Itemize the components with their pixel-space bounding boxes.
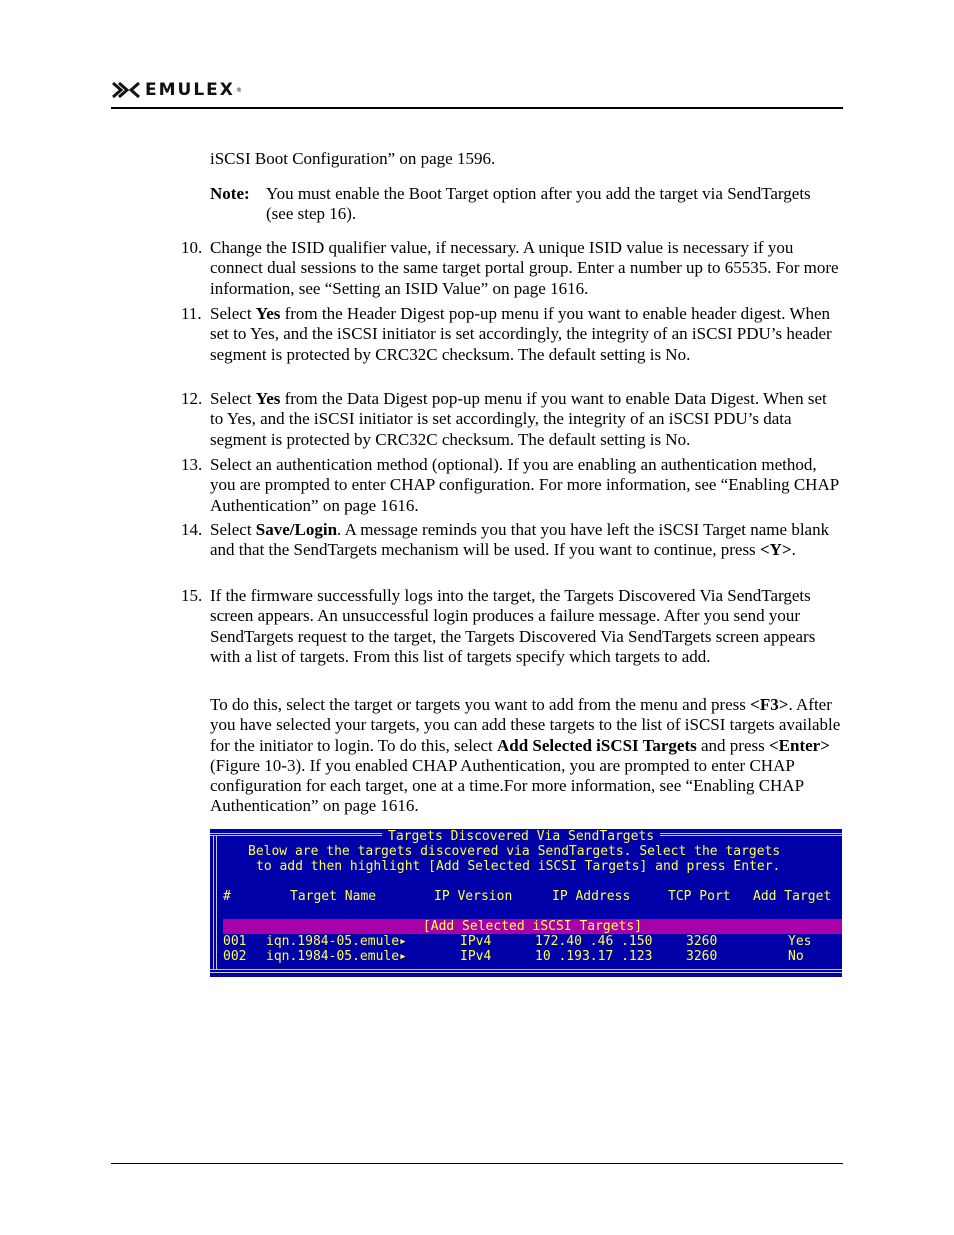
step-number: 11. xyxy=(181,304,202,323)
note-text: You must enable the Boot Target option after you add the target via SendTargets (see step 16). xyxy=(266,184,811,224)
step-text: Select Yes from the Header Digest pop-up menu if you want to enable header digest. When set to Yes, and the iSCSI initiator is set accordingly, the integrity of an iSCSI PDU’s header segment is protected by CRC32C checksum. The default setting is No. xyxy=(210,304,832,364)
step-number: 14. xyxy=(181,520,203,539)
targets-discovered-screen xyxy=(210,829,842,977)
col-target-name: Target Name xyxy=(290,889,377,904)
instruction-line-1: Below are the targets discovered via SendTargets. Select the targets xyxy=(248,844,781,859)
page-header xyxy=(111,80,242,100)
add-selected-targets-button[interactable]: [Add Selected iSCSI Targets] xyxy=(223,919,842,934)
step-10 xyxy=(181,238,842,299)
step-number: 13. xyxy=(181,455,203,474)
screen-title: Targets Discovered Via SendTargets xyxy=(382,829,660,844)
step-12 xyxy=(181,389,842,450)
step-number: 15. xyxy=(181,586,203,605)
column-headers xyxy=(210,889,842,904)
step-text: Select Save/Login. A message reminds you that you have left the iSCSI Target name blank and that the SendTargets mechanism will be used. If you want to continue, press <Y>. xyxy=(210,520,830,560)
col-tcp-port: TCP Port xyxy=(668,889,731,904)
step-13 xyxy=(181,455,842,516)
logo-text: EMULEX xyxy=(145,80,235,100)
screen-border-bottom xyxy=(210,969,842,973)
emulex-logo xyxy=(111,80,242,100)
step-15-continuation: To do this, select the target or targets you want to add from the menu and press <F3>. After you have selected your targets, you can add these targets to the list of iSCSI targets available for the initiator to login. To do this, select Add Selected iSCSI Targets and press <Enter> (Figure 10-3). If you enabled CHAP Authentication, you are prompted to enter CHAP configuration for each target, one at a time.For more information, see “Enabling CHAP Authentication” on page 1616. xyxy=(210,695,841,816)
note-label: Note: xyxy=(210,184,250,203)
table-row[interactable]: 001 iqn.1984-05.emule▸ IPv4 172.40 .46 .150 3260 Yes xyxy=(223,934,812,949)
header-rule xyxy=(111,107,843,109)
col-ip-address: IP Address xyxy=(552,889,631,904)
logo-trademark: ® xyxy=(235,86,242,94)
instruction-line-2: to add then highlight [Add Selected iSCSI Targets] and press Enter. xyxy=(256,859,781,874)
step-14 xyxy=(181,520,842,561)
step-number: 10. xyxy=(181,238,203,257)
note-block xyxy=(210,184,842,225)
col-add-target: Add Target xyxy=(753,889,832,904)
footer-rule xyxy=(111,1163,843,1164)
step-text: Select an authentication method (optional). If you are enabling an authentication method, you are prompted to enter CHAP configuration. For more information, see “Enabling CHAP Authentication” on page 1616. xyxy=(210,455,839,515)
step-text: Select Yes from the Data Digest pop-up menu if you want to enable Data Digest. When set to Yes, and the iSCSI initiator is set accordingly, the integrity of an iSCSI PDU’s data segment is protected by CRC32C checksum. The default setting is No. xyxy=(210,389,827,449)
step-text: If the firmware successfully logs into the target, the Targets Discovered Via SendTargets screen appears. An unsuccessful login produces a failure message. After you send your SendTargets request to the target, the Targets Discovered Via SendTargets screen appears with a list of targets. From this list of targets specify which targets to add. xyxy=(210,586,816,666)
emulex-logo-icon xyxy=(111,81,141,99)
col-number: # xyxy=(223,889,231,904)
step-11 xyxy=(181,304,842,365)
step-15 xyxy=(181,586,842,667)
intro-text: iSCSI Boot Configuration” on page 1596. xyxy=(210,149,496,168)
table-row[interactable]: 002 iqn.1984-05.emule▸ IPv4 10 .193.17 .123 3260 No xyxy=(223,949,804,964)
step-number: 12. xyxy=(181,389,203,408)
col-ip-version: IP Version xyxy=(434,889,513,904)
step-text: Change the ISID qualifier value, if necessary. A unique ISID value is necessary if you connect dual sessions to the same target portal group. Enter a number up to 65535. For more information, see “Setting an ISID Value” on page 1616. xyxy=(210,238,839,298)
